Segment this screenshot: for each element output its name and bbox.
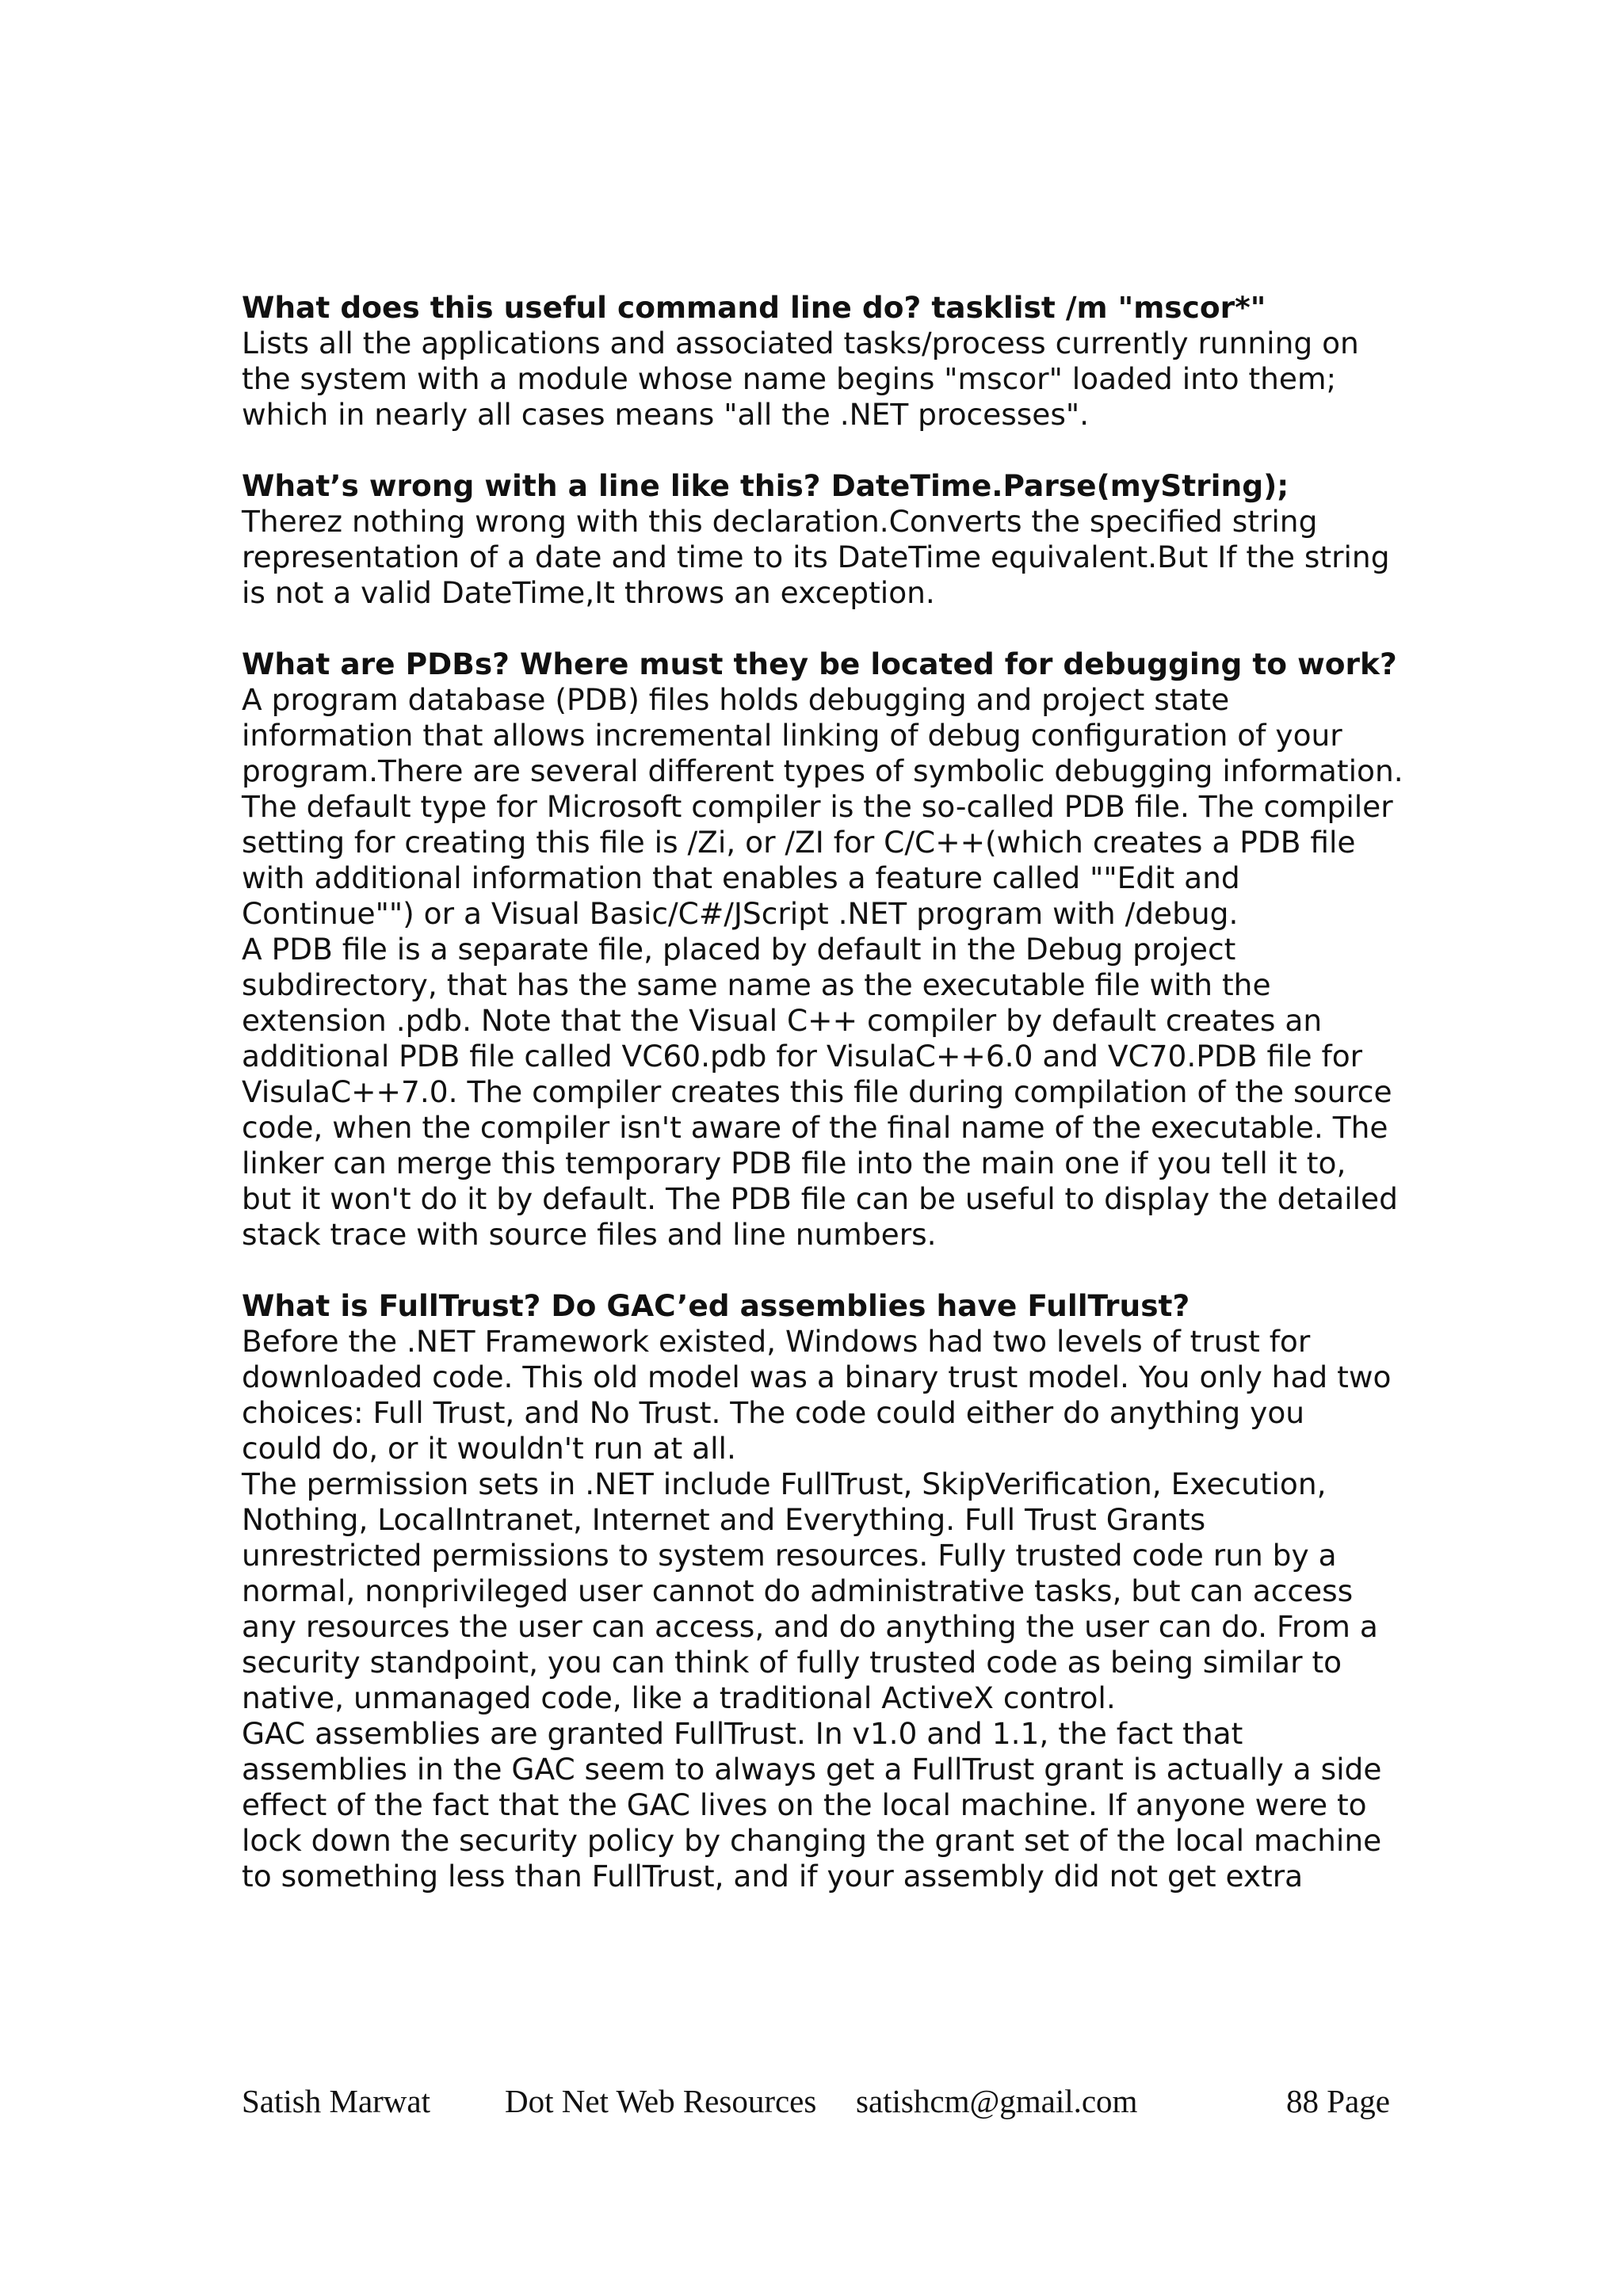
text-line: stack trace with source files and line numbers. bbox=[242, 1217, 937, 1252]
text-line: Continue"") or a Visual Basic/C#/JScript .NET program with /debug. bbox=[242, 896, 1239, 931]
text-line: the system with a module whose name begins "mscor" loaded into them; bbox=[242, 361, 1337, 396]
question-heading: What is FullTrust? Do GAC’ed assemblies have FullTrust? bbox=[242, 1288, 1190, 1323]
question-heading: What’s wrong with a line like this? DateTime.Parse(myString); bbox=[242, 468, 1289, 503]
text-line: GAC assemblies are granted FullTrust. In v1.0 and 1.1, the fact that bbox=[242, 1716, 1243, 1751]
text-line: security standpoint, you can think of fully trusted code as being similar to bbox=[242, 1645, 1342, 1680]
text-line: to something less than FullTrust, and if your assembly did not get extra bbox=[242, 1859, 1304, 1894]
text-line: is not a valid DateTime,It throws an exception. bbox=[242, 575, 935, 610]
text-line: extension .pdb. Note that the Visual C++ compiler by default creates an bbox=[242, 1003, 1323, 1038]
text-line: any resources the user can access, and do anything the user can do. From a bbox=[242, 1609, 1378, 1644]
text-line: additional PDB file called VC60.pdb for VisulaC++6.0 and VC70.PDB file for bbox=[242, 1039, 1363, 1074]
answer-paragraph bbox=[242, 504, 1430, 611]
text-line: but it won't do it by default. The PDB file can be useful to display the detailed bbox=[242, 1181, 1398, 1216]
text-line: Therez nothing wrong with this declaration.Converts the specified string bbox=[242, 504, 1318, 539]
question-heading: What are PDBs? Where must they be located for debugging to work? bbox=[242, 646, 1397, 681]
qa-section bbox=[242, 1288, 1430, 1894]
answer-paragraph bbox=[242, 326, 1430, 433]
text-line: representation of a date and time to its DateTime equivalent.But If the string bbox=[242, 540, 1390, 574]
text-line: unrestricted permissions to system resources. Fully trusted code run by a bbox=[242, 1538, 1337, 1573]
answer-paragraph bbox=[242, 1466, 1430, 1894]
text-line: setting for creating this file is /Zi, or /ZI for C/C++(which creates a PDB file bbox=[242, 825, 1356, 860]
footer-title: Dot Net Web Resources bbox=[505, 2083, 817, 2119]
text-line: code, when the compiler isn't aware of the final name of the executable. The bbox=[242, 1110, 1388, 1145]
text-line: A program database (PDB) files holds debugging and project state bbox=[242, 682, 1230, 717]
qa-section bbox=[242, 468, 1430, 611]
text-line: effect of the fact that the GAC lives on the local machine. If anyone were to bbox=[242, 1787, 1367, 1822]
qa-section bbox=[242, 290, 1430, 433]
text-line: linker can merge this temporary PDB file into the main one if you tell it to, bbox=[242, 1146, 1346, 1180]
text-line: subdirectory, that has the same name as the executable file with the bbox=[242, 967, 1271, 1002]
text-line: Nothing, LocalIntranet, Internet and Everything. Full Trust Grants bbox=[242, 1502, 1206, 1537]
text-line: could do, or it wouldn't run at all. bbox=[242, 1431, 736, 1466]
text-line: information that allows incremental linking of debug configuration of your bbox=[242, 718, 1342, 753]
footer-email: satishcm@gmail.com bbox=[856, 2083, 1138, 2119]
text-line: Lists all the applications and associated tasks/process currently running on bbox=[242, 326, 1359, 360]
text-line: The permission sets in .NET include FullTrust, SkipVerification, Execution, bbox=[242, 1466, 1327, 1501]
text-line: which in nearly all cases means "all the .NET processes". bbox=[242, 397, 1090, 432]
text-line: downloaded code. This old model was a binary trust model. You only had two bbox=[242, 1360, 1392, 1394]
text-line: native, unmanaged code, like a traditional ActiveX control. bbox=[242, 1680, 1116, 1715]
footer-page-number: 88 Page bbox=[1286, 2083, 1390, 2119]
page-content bbox=[242, 290, 1430, 1930]
text-line: VisulaC++7.0. The compiler creates this file during compilation of the source bbox=[242, 1074, 1392, 1109]
text-line: normal, nonprivileged user cannot do administrative tasks, but can access bbox=[242, 1573, 1354, 1608]
text-line: Before the .NET Framework existed, Windows had two levels of trust for bbox=[242, 1324, 1311, 1359]
text-line: choices: Full Trust, and No Trust. The code could either do anything you bbox=[242, 1395, 1305, 1430]
answer-paragraph bbox=[242, 932, 1430, 1253]
text-line: lock down the security policy by changing the grant set of the local machine bbox=[242, 1823, 1382, 1858]
question-heading: What does this useful command line do? tasklist /m "mscor*" bbox=[242, 290, 1266, 325]
text-line: with additional information that enables a feature called ""Edit and bbox=[242, 860, 1240, 895]
qa-section bbox=[242, 646, 1430, 1253]
footer-author: Satish Marwat bbox=[242, 2083, 430, 2119]
answer-paragraph bbox=[242, 1324, 1430, 1466]
text-line: program.There are several different types of symbolic debugging information. bbox=[242, 753, 1403, 788]
text-line: assemblies in the GAC seem to always get a FullTrust grant is actually a side bbox=[242, 1752, 1382, 1787]
answer-paragraph bbox=[242, 682, 1430, 932]
page-footer bbox=[242, 2081, 1391, 2122]
text-line: The default type for Microsoft compiler is the so-called PDB file. The compiler bbox=[242, 789, 1393, 824]
text-line: A PDB file is a separate file, placed by default in the Debug project bbox=[242, 932, 1236, 967]
